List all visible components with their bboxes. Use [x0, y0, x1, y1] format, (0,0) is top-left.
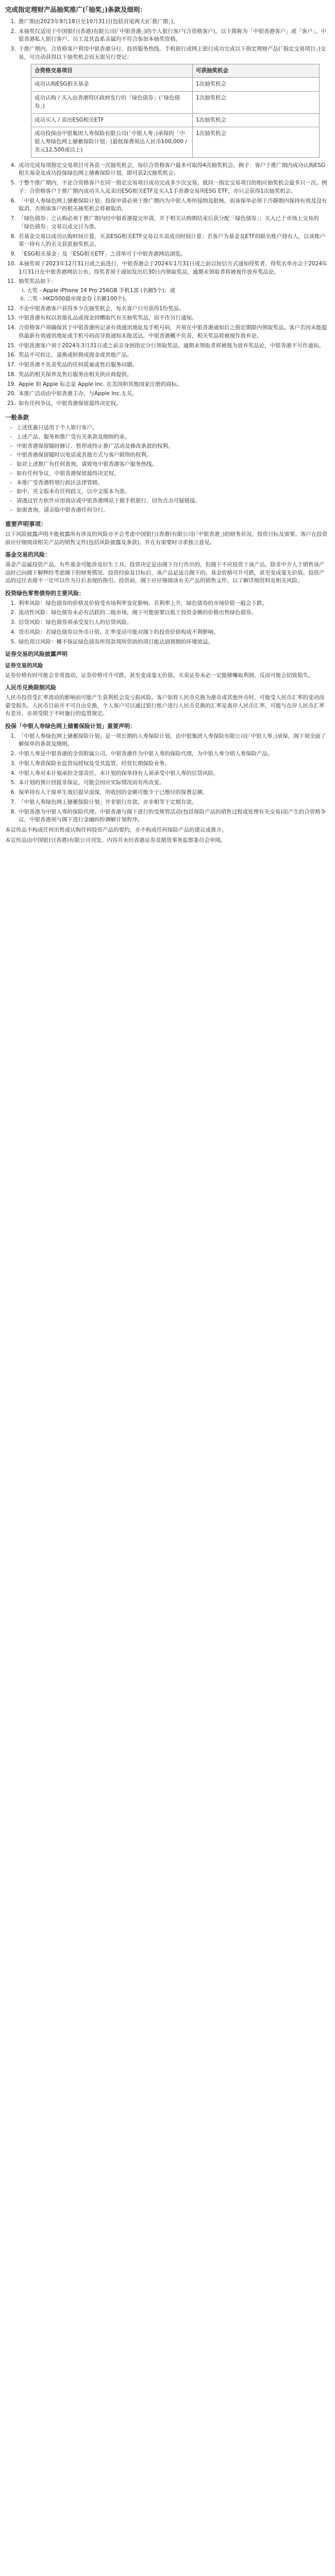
general-term: - 上述产品、服务和推广受有关条款及细则约束。 [16, 433, 329, 442]
risk-intro: 以下风险披露声明不能披露所有涉及的风险亦不会考虑中国银行(香港)有限公司(「中银香港」)的财务状况、投资目标及需要。客户在投资前应仔细阅读相关产品的销售文件(包括风险披露及条款)，并在有需要时寻求独立意见。 [5, 531, 328, 546]
term-item [18, 278, 329, 303]
table-cell: 成功认购ESG相关基金 [31, 78, 193, 92]
table-cell: 成功认购 / 买入由香港特区政府发行的「绿色债券」(「绿色债券」) [31, 92, 193, 114]
bond-risk-list [5, 600, 329, 647]
term-item: 9. 「ESG相关基金」及「ESG相关ETF」之清单可于中银香港网站浏览。 [18, 250, 329, 259]
term-item: 16. 奖品不可转让、退换或转换成现金或其他产品。 [18, 351, 329, 360]
general-term: - 中银香港保留随时修订、暂停或终止推广活动及修改条款的权利。 [16, 443, 329, 451]
term-item: 19. Apple 和 Apple 标志是 Apple Inc. 在美国和其他国家注册的商标。 [18, 381, 329, 389]
bond-risk-item: 5. 绿色项目风险：概不保证绿色债券所得款项所资助的项目能达到预期的环境效益。 [18, 638, 329, 647]
closing-statement: 本宣传品由中国银行(香港)有限公司刊发。内容并未经香港证券及期货事务监察委员会审阅。 [5, 837, 226, 843]
bond-risk-heading: 投资绿色零售债券的主要风险： [5, 590, 85, 597]
terms-document [0, 0, 335, 845]
insurance-item: 7. 「中银人寿绿色网上储蓄保险计划」并非银行存款，亦非相等于定期存款。 [18, 799, 329, 807]
general-term: - 如中、英文版本有任何歧义，以中文版本为准。 [16, 488, 329, 496]
bond-risk-item: 2. 流动性风险：绿色债券未必有活跃的二级市场，阁下可能需要以低于投资金额的价格出售绿色债券。 [18, 609, 329, 617]
fund-risk-heading: 基金交易的风险： [5, 551, 51, 558]
table-header-cell: 可获抽奖机会 [193, 64, 320, 78]
document-title: 完成指定理财产品抽奖推广(「抽奖」)条款及细则： [5, 6, 146, 13]
insurance-item: 3. 中银人寿获保险业监管局授权及受其监管，经营长期保险业务。 [18, 760, 329, 768]
table-cell: 1次抽奖机会 [193, 92, 320, 114]
general-term: - 中银香港保留随时以电话或其他方式与客户联络的权利。 [16, 451, 329, 460]
general-term: - 如需查询，请亲临中银香港任何分行。 [16, 506, 329, 515]
lucky-draw-table [31, 64, 320, 158]
general-term: - 本推广受香港特别行政区法律管辖。 [16, 479, 329, 487]
term-item: 21. 如有任何争议，中银香港保留最终决定权。 [18, 400, 329, 408]
prize-list [19, 287, 329, 303]
general-term: - 上述优惠只适用于个人银行客户。 [16, 424, 329, 432]
term-item: 13. 中银香港有权以其他礼品或现金回赠取代有关抽奖奖品，而不作另行通知。 [18, 314, 329, 323]
bond-risk-item: 4. 货币风险：若绿色债券以外币计值，汇率变动可能对阁下的投资价值构成不利影响。 [18, 629, 329, 637]
term-item: 7. 「绿色债券」之认购必须于推广期内经中银香港提交申请，并于相关认购期结束后获分配「绿色债券」；买入已于市场上交易的「绿色债券」交易以成交日为准。 [18, 215, 329, 231]
closing-statement: 本宣传品不构成任何出售或认购任何投资产品的要约，亦不构成任何保险产品的建议或推介。 [5, 827, 227, 833]
term-item: 4. 成功完成每项指定交易项目可各获一次抽奖机会，每位合资格客户最多可取得4次抽奖机会。例子：客户于推广期内成功认购ESG相关基金及成功投保绿色网上储蓄保险计划，即可获2次抽奖机会。 [18, 162, 329, 178]
general-term: - 如有任何争议，中银香港保留最终决定权。 [16, 470, 329, 478]
insurance-list [5, 733, 329, 825]
table-header-cell: 合资格交易项目 [31, 64, 193, 78]
table-row [31, 92, 320, 114]
prize-item: i. 大奖 - Apple iPhone 14 Pro 256GB 手机1部 (名额5个)；或 [27, 287, 329, 295]
term-item-text: 抽奖奖品如下： [19, 278, 57, 285]
fund-risk-text: 基金产品属投资产品，有些基金可能涉及衍生工具，投资决定是由阁下自行作出的，但阁下不应投资于该产品，除非中介人于销售该产品时已向阁下解释经考虑阁下的财务情况、投资经验及目标后，该产品是适合阁下的。基金价格可升可跌，甚至变成毫无价值。投资产品的过往表现不一定可以作为日后表现的指引。投资前，阁下应仔细阅读有关产品的销售文件，以了解详细资料及相关风险。 [5, 561, 325, 584]
table-cell: 1次抽奖机会 [193, 78, 320, 92]
insurance-item: 4. 中银人寿对本计划承担全部责任。本计划的保单持有人须承受中银人寿的信贷风险。 [18, 770, 329, 778]
term-item: 8. 若基金交易以成功认购时间计算，买卖ESG相关ETF交易以买卖成功时间计算；若客户为基金及ETF的联名账户持有人，以该账户第一持有人的名义获派抽奖机会。 [18, 233, 329, 249]
bond-risk-item: 3. 信贷风险：绿色债券须承受发行人的信贷风险。 [18, 619, 329, 627]
term-item: 18. 奖品的相关保养及售后服务由相关供应商提供。 [18, 371, 329, 379]
table-cell: 成功买入 / 卖出ESG相关ETF [31, 113, 193, 127]
table-header-row [31, 64, 320, 78]
table-cell: 成功投保由中银集团人寿保险有限公司(「中银人寿」)承保的「中银人寿绿色网上储蓄保险计划」(最低保费须达人民币100,000 / 美元12,500或以上) [31, 127, 193, 157]
term-item-text: 于推广期内，合资格客户利用中银香港分行、投资服务热线、手机银行或网上银行成功完成以下指定理财产品(「指定交易项目」)交易，可自动获得以下抽奖机会而无需另行登记： [19, 46, 326, 60]
rmb-risk-heading: 人民币兑换限制风险 [5, 684, 56, 691]
term-item: 5. 于整个推广期内，不论合资格客户在同一指定交易项目成功完成多少次交易，就同一指定交易项目的相应抽奖机会最多只一次。例子：合资格客户于推广期内成功买入及卖出ESG相关ETF及买入1手香港交易所ESG ETF，亦只会获得1次抽奖机会。 [18, 179, 329, 196]
term-item: 15. 中银香港客户须于2024年3月31日或之前亲身到指定分行领取奖品，逾期未领取者将被视为放弃奖品论，中银香港不另作通知。 [18, 342, 329, 350]
term-item: 20. 本推广活动由中银香港主办，与Apple Inc.无关。 [18, 390, 329, 398]
general-terms-list [5, 424, 329, 515]
term-item: 6. 「中银人寿绿色网上储蓄保险计划」投保申请必须于推广期内为中银人寿所接纳及批核，而该保单必须于冷静期内保持有效及没有取消，否则该客户的相关抽奖机会将被取消。 [18, 197, 329, 214]
securities-risk-heading: 证券交易的风险披露声明 [5, 651, 68, 658]
terms-list [5, 18, 329, 408]
term-item: 10. 本抽奖将于2023年12月31日或之前进行，中银香港会于2024年1月31日或之前以短信方式通知得奖者，得奖名单亦会于2024年1月31日在中银香港网站公布。得奖者须于通知发出后30日内领取奖品，逾期未领取者将被视作放弃奖品论。 [18, 260, 329, 277]
table-row [31, 113, 320, 127]
term-item: 1. 推广期由2023年9月18日至10月31日(包括首尾两天)(「推广期」)。 [18, 18, 329, 26]
insurance-item: 6. 保单持有人于保单生效后提早退保，所收回的金额可能少于已缴付的保费总额。 [18, 789, 329, 797]
insurance-item: 8. 中银香港为中银人寿的保险代理。中银香港与阁下进行的受规管活动(包括保险产品的销售过程或处理有关交易)而产生的合资格争议，中银香港须与阁下进行金融纠纷调解计划程序。 [18, 808, 329, 825]
term-item: 2. 本抽奖仅适用于中国银行(香港)有限公司(「中银香港」)的个人银行客户(合资格客户)，以下简称为「中银香港客户」或「客户」。中银香港私人银行客户、员工及其直系亲属均不符合参加本抽奖资格。 [18, 28, 329, 44]
prize-item: ii. 二奖 - HKD500超市现金券 (名额100个)。 [27, 295, 329, 303]
insurance-item: 5. 本计划的预计回报非保证，可能会因应实际情况而有所改变。 [18, 779, 329, 787]
securities-risk-subheading: 证券交易的风险 [5, 662, 43, 669]
table-row [31, 78, 320, 92]
term-item: 12. 不论中银香港客户获得多少次抽奖机会，每名客户只可获得1份奖品。 [18, 305, 329, 313]
general-term: - 请透过官方软件应用商店或中银香港网站下载手机银行，切勿点击可疑链接。 [16, 497, 329, 505]
table-cell: 1次抽奖机会 [193, 127, 320, 157]
table-cell: 1次抽奖机会 [193, 113, 320, 127]
insurance-item: 1. 「中银人寿绿色网上储蓄保险计划」是一项长期的人寿保险计划，由中银集团人寿保险有限公司(「中银人寿」)承保，阁下须全面了解保单的条款及细则。 [18, 733, 329, 749]
insurance-heading: 投保「中银人寿绿色网上储蓄保险计划」重要声明： [5, 723, 136, 730]
risk-heading: 重要声明事项： [5, 520, 47, 528]
bond-risk-item: 1. 利率风险：绿色债券的价格及价值受市场利率变化影响。若利率上升，绿色债券的市场价值一般会下跌。 [18, 600, 329, 608]
rmb-risk-text: 人民币投资受汇率波动的影响而可能产生获利机会及亏损风险。客户如将人民币兑换为港币或其他外币时，可能受人民币汇率的变动而蒙受损失。人民币目前并不可自由兑换，个人客户可以通过银行账户进行人民币兑换的汇率是离岸人民币汇率，可能与在岸人民币汇率有差异，亦须受限于不时施行的监管规定。 [5, 694, 325, 717]
term-item: 14. 合资格客户须确保其于中银香港所记录有效通讯地址及手机号码，并须在中银香港通知后之指定期限内领取奖品。客户若因未能提供最新有效通讯地址或手机号码而导致通知未能送达，中银香港概不负责，相关奖品将被视作放弃论。 [18, 324, 329, 341]
insurance-item: 2. 中银人寿是中银香港的全资附属公司。中银香港作为中银人寿的保险代理，为中银人寿分销人寿保险产品。 [18, 750, 329, 758]
table-row [31, 127, 320, 157]
term-item: 17. 中银香港不负责奖品的任何质量或售后服务问题。 [18, 361, 329, 369]
term-item [18, 45, 329, 158]
securities-risk-text: 证券价格有时可能会非常波动，证券价格可升可跌，甚至变成毫无价值。买卖证券未必一定能够赚取利润，反而可能会招致损失。 [5, 672, 314, 679]
general-terms-heading: 一般条款 [5, 413, 29, 421]
general-term: - 如对上述推广有任何查询，请致电中银香港客户服务热线。 [16, 461, 329, 469]
